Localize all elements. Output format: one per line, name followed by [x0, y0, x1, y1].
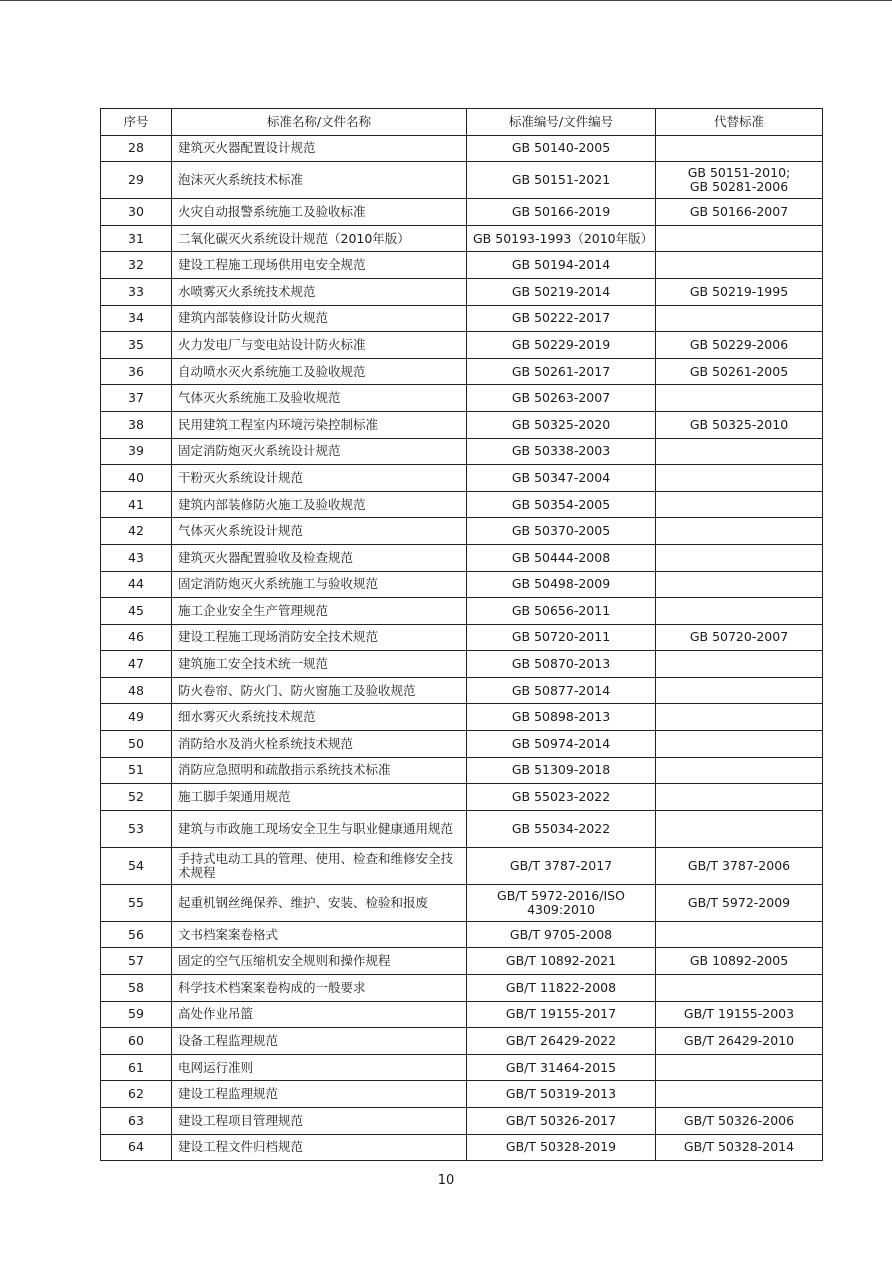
cell-replaces: [656, 465, 823, 492]
table-row: [101, 518, 823, 545]
cell-name: 气体灭火系统施工及验收规范: [172, 385, 467, 412]
cell-name: 施工脚手架通用规范: [172, 784, 467, 811]
cell-no: 55: [101, 884, 172, 921]
cell-name: 建筑与市政施工现场安全卫生与职业健康通用规范: [172, 810, 467, 847]
cell-replaces: [656, 571, 823, 598]
cell-no: 44: [101, 571, 172, 598]
cell-code: GB 50338-2003: [467, 438, 656, 465]
cell-no: 36: [101, 358, 172, 385]
cell-code: GB 50898-2013: [467, 704, 656, 731]
cell-replaces: GB/T 5972-2009: [656, 884, 823, 921]
cell-name: 建筑施工安全技术统一规范: [172, 651, 467, 678]
cell-replaces: GB/T 3787-2006: [656, 847, 823, 884]
cell-replaces: [656, 1081, 823, 1108]
cell-replaces: GB/T 19155-2003: [656, 1001, 823, 1028]
cell-code: GB 50194-2014: [467, 252, 656, 279]
cell-replaces: GB 50325-2010: [656, 411, 823, 438]
cell-code: GB 50261-2017: [467, 358, 656, 385]
cell-code: GB 50347-2004: [467, 465, 656, 492]
cell-code: GB 50222-2017: [467, 305, 656, 332]
cell-code: GB 50354-2005: [467, 491, 656, 518]
table-row: [101, 544, 823, 571]
cell-name: 水喷雾灭火系统技术规范: [172, 278, 467, 305]
cell-replaces: [656, 491, 823, 518]
table-row: [101, 677, 823, 704]
cell-name: 建设工程施工现场供用电安全规范: [172, 252, 467, 279]
table-row: [101, 278, 823, 305]
table-row: [101, 225, 823, 252]
table-row: [101, 411, 823, 438]
cell-code: GB 50974-2014: [467, 731, 656, 758]
cell-no: 46: [101, 624, 172, 651]
cell-replaces: GB/T 50328-2014: [656, 1134, 823, 1161]
cell-code: GB 50219-2014: [467, 278, 656, 305]
cell-replaces: [656, 438, 823, 465]
table-row: [101, 731, 823, 758]
cell-replaces: [656, 704, 823, 731]
top-rule: [0, 0, 892, 1]
table-row: [101, 1028, 823, 1055]
cell-code: GB 50720-2011: [467, 624, 656, 651]
cell-name: 建筑内部装修设计防火规范: [172, 305, 467, 332]
cell-name: 固定消防炮灭火系统施工与验收规范: [172, 571, 467, 598]
cell-no: 37: [101, 385, 172, 412]
cell-code: GB 50193-1993（2010年版）: [467, 225, 656, 252]
cell-code: GB/T 9705-2008: [467, 921, 656, 948]
cell-replaces: GB 50261-2005: [656, 358, 823, 385]
table-row: [101, 305, 823, 332]
cell-replaces: [656, 135, 823, 162]
cell-name: 高处作业吊篮: [172, 1001, 467, 1028]
cell-replaces: [656, 784, 823, 811]
table-row: [101, 847, 823, 884]
cell-name: 文书档案案卷格式: [172, 921, 467, 948]
cell-no: 62: [101, 1081, 172, 1108]
table-row: [101, 1134, 823, 1161]
table-row: [101, 948, 823, 975]
table-row: [101, 624, 823, 651]
cell-code: GB 50140-2005: [467, 135, 656, 162]
cell-replaces: GB/T 26429-2010: [656, 1028, 823, 1055]
cell-no: 38: [101, 411, 172, 438]
cell-code: GB 50151-2021: [467, 162, 656, 199]
cell-code: GB 50229-2019: [467, 332, 656, 359]
cell-no: 42: [101, 518, 172, 545]
cell-replaces: [656, 975, 823, 1002]
table-row: [101, 199, 823, 226]
cell-code: GB 50166-2019: [467, 199, 656, 226]
cell-name: 固定的空气压缩机安全规则和操作规程: [172, 948, 467, 975]
table-row: [101, 757, 823, 784]
table-row: [101, 135, 823, 162]
cell-code: GB/T 50319-2013: [467, 1081, 656, 1108]
cell-name: 建筑灭火器配置设计规范: [172, 135, 467, 162]
header-no: 序号: [101, 109, 172, 136]
cell-replaces: GB 50219-1995: [656, 278, 823, 305]
cell-replaces: [656, 810, 823, 847]
cell-name: 施工企业安全生产管理规范: [172, 598, 467, 625]
cell-code: GB/T 31464-2015: [467, 1054, 656, 1081]
cell-name: 建设工程文件归档规范: [172, 1134, 467, 1161]
table-row: [101, 1081, 823, 1108]
table-row: [101, 1108, 823, 1135]
cell-name: 电网运行准则: [172, 1054, 467, 1081]
cell-name: 二氧化碳灭火系统设计规范（2010年版）: [172, 225, 467, 252]
cell-no: 41: [101, 491, 172, 518]
cell-no: 32: [101, 252, 172, 279]
cell-name: 建设工程项目管理规范: [172, 1108, 467, 1135]
cell-name: 固定消防炮灭火系统设计规范: [172, 438, 467, 465]
cell-replaces: [656, 731, 823, 758]
cell-code: GB 55023-2022: [467, 784, 656, 811]
cell-no: 29: [101, 162, 172, 199]
cell-replaces: [656, 598, 823, 625]
cell-no: 48: [101, 677, 172, 704]
cell-name: 细水雾灭火系统技术规范: [172, 704, 467, 731]
cell-code: GB 50263-2007: [467, 385, 656, 412]
cell-no: 28: [101, 135, 172, 162]
page-number: 10: [437, 1173, 455, 1188]
cell-replaces: GB 50166-2007: [656, 199, 823, 226]
table-row: [101, 921, 823, 948]
cell-name: 气体灭火系统设计规范: [172, 518, 467, 545]
cell-code: GB 50498-2009: [467, 571, 656, 598]
cell-no: 35: [101, 332, 172, 359]
cell-name: 建筑灭火器配置验收及检查规范: [172, 544, 467, 571]
cell-name: 防火卷帘、防火门、防火窗施工及验收规范: [172, 677, 467, 704]
table-row: [101, 784, 823, 811]
cell-code: GB/T 5972-2016/ISO 4309:2010: [467, 884, 656, 921]
cell-no: 56: [101, 921, 172, 948]
table-row: [101, 810, 823, 847]
cell-code: GB 50325-2020: [467, 411, 656, 438]
cell-no: 54: [101, 847, 172, 884]
cell-no: 39: [101, 438, 172, 465]
header-replaces: 代替标准: [656, 109, 823, 136]
cell-no: 57: [101, 948, 172, 975]
cell-code: GB/T 11822-2008: [467, 975, 656, 1002]
cell-name: 民用建筑工程室内环境污染控制标准: [172, 411, 467, 438]
cell-no: 34: [101, 305, 172, 332]
cell-code: GB 50656-2011: [467, 598, 656, 625]
cell-no: 59: [101, 1001, 172, 1028]
cell-no: 31: [101, 225, 172, 252]
cell-replaces: GB/T 50326-2006: [656, 1108, 823, 1135]
table-header-row: [101, 109, 823, 136]
cell-no: 58: [101, 975, 172, 1002]
cell-no: 47: [101, 651, 172, 678]
cell-code: GB 51309-2018: [467, 757, 656, 784]
cell-code: GB/T 26429-2022: [467, 1028, 656, 1055]
cell-no: 30: [101, 199, 172, 226]
header-code: 标准编号/文件编号: [467, 109, 656, 136]
cell-name: 泡沫灭火系统技术标准: [172, 162, 467, 199]
cell-replaces: [656, 518, 823, 545]
cell-no: 61: [101, 1054, 172, 1081]
cell-replaces: GB 50229-2006: [656, 332, 823, 359]
cell-name: 设备工程监理规范: [172, 1028, 467, 1055]
cell-name: 消防应急照明和疏散指示系统技术标准: [172, 757, 467, 784]
cell-no: 53: [101, 810, 172, 847]
table-row: [101, 358, 823, 385]
cell-name: 建设工程施工现场消防安全技术规范: [172, 624, 467, 651]
cell-no: 60: [101, 1028, 172, 1055]
cell-replaces: [656, 921, 823, 948]
cell-code: GB 55034-2022: [467, 810, 656, 847]
standards-table: [100, 108, 823, 1161]
cell-replaces: [656, 1054, 823, 1081]
cell-no: 52: [101, 784, 172, 811]
cell-code: GB 50877-2014: [467, 677, 656, 704]
table-row: [101, 162, 823, 199]
cell-code: GB/T 10892-2021: [467, 948, 656, 975]
cell-no: 43: [101, 544, 172, 571]
table-row: [101, 491, 823, 518]
cell-replaces: [656, 651, 823, 678]
cell-replaces: [656, 544, 823, 571]
table-row: [101, 571, 823, 598]
table-row: [101, 598, 823, 625]
cell-replaces: GB 50720-2007: [656, 624, 823, 651]
cell-replaces: [656, 757, 823, 784]
table-row: [101, 975, 823, 1002]
cell-name: 起重机钢丝绳保养、维护、安装、检验和报废: [172, 884, 467, 921]
cell-replaces: GB 10892-2005: [656, 948, 823, 975]
table-row: [101, 1054, 823, 1081]
cell-code: GB/T 50328-2019: [467, 1134, 656, 1161]
cell-name: 科学技术档案案卷构成的一般要求: [172, 975, 467, 1002]
cell-replaces: [656, 252, 823, 279]
cell-name: 火灾自动报警系统施工及验收标准: [172, 199, 467, 226]
table-row: [101, 252, 823, 279]
cell-no: 33: [101, 278, 172, 305]
cell-code: GB 50870-2013: [467, 651, 656, 678]
cell-name: 手持式电动工具的管理、使用、检查和维修安全技术规程: [172, 847, 467, 884]
cell-replaces: [656, 225, 823, 252]
cell-replaces: [656, 677, 823, 704]
cell-code: GB/T 19155-2017: [467, 1001, 656, 1028]
cell-code: GB 50370-2005: [467, 518, 656, 545]
cell-code: GB/T 3787-2017: [467, 847, 656, 884]
cell-name: 建筑内部装修防火施工及验收规范: [172, 491, 467, 518]
table-row: [101, 332, 823, 359]
cell-no: 63: [101, 1108, 172, 1135]
cell-no: 49: [101, 704, 172, 731]
cell-no: 51: [101, 757, 172, 784]
cell-name: 干粉灭火系统设计规范: [172, 465, 467, 492]
cell-code: GB 50444-2008: [467, 544, 656, 571]
cell-code: GB/T 50326-2017: [467, 1108, 656, 1135]
table-row: [101, 704, 823, 731]
cell-no: 50: [101, 731, 172, 758]
table-row: [101, 385, 823, 412]
cell-name: 消防给水及消火栓系统技术规范: [172, 731, 467, 758]
table-body: [101, 135, 823, 1161]
table-row: [101, 651, 823, 678]
table-row: [101, 1001, 823, 1028]
cell-name: 自动喷水灭火系统施工及验收规范: [172, 358, 467, 385]
cell-name: 火力发电厂与变电站设计防火标准: [172, 332, 467, 359]
table-row: [101, 438, 823, 465]
cell-replaces: [656, 305, 823, 332]
table-row: [101, 465, 823, 492]
cell-no: 45: [101, 598, 172, 625]
cell-replaces: [656, 385, 823, 412]
table-row: [101, 884, 823, 921]
cell-name: 建设工程监理规范: [172, 1081, 467, 1108]
cell-no: 64: [101, 1134, 172, 1161]
header-name: 标准名称/文件名称: [172, 109, 467, 136]
cell-no: 40: [101, 465, 172, 492]
cell-replaces: GB 50151-2010; GB 50281-2006: [656, 162, 823, 199]
